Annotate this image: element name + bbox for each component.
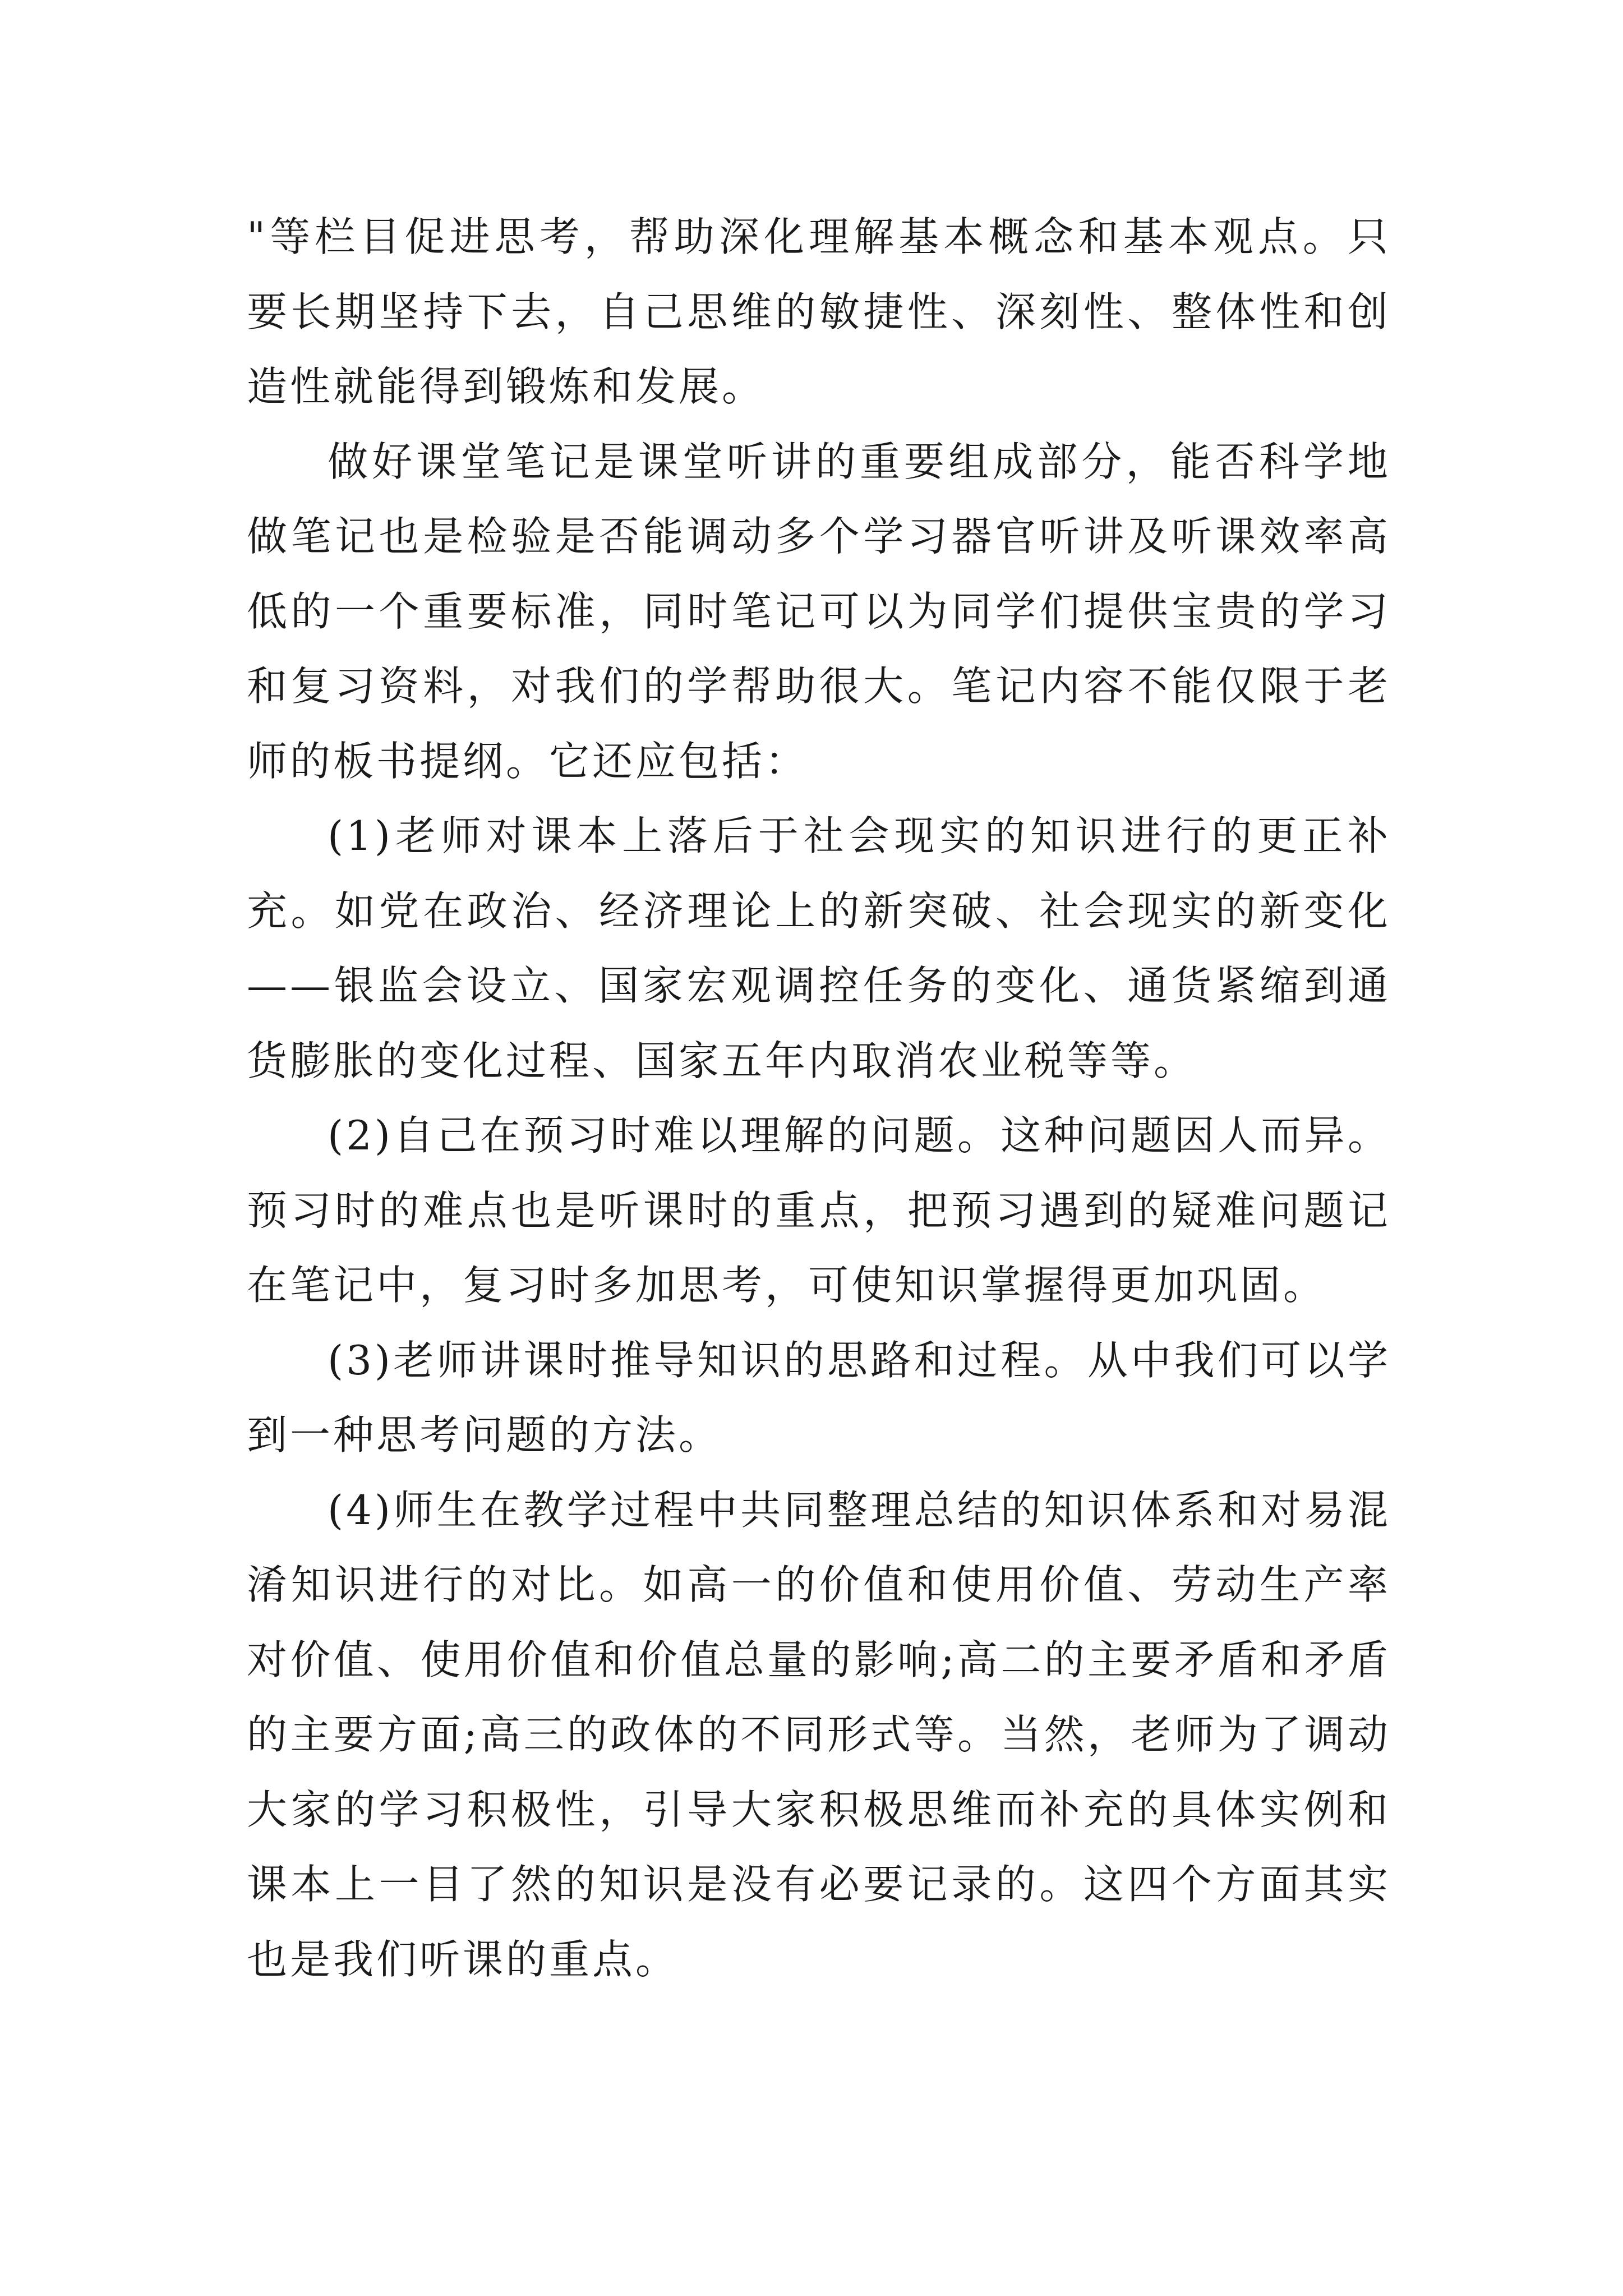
paragraph-item-4: (4)师生在教学过程中共同整理总结的知识体系和对易混淆知识进行的对比。如高一的价值和使用价值、劳动生产率对价值、使用价值和价值总量的影响;高二的主要矛盾和矛盾的主要方面;高三的政体的不同形式等。当然，老师为了调动大家的学习积极性，引导大家积极思维而补充的具体实例和课本上一目了然的知识是没有必要记录的。这四个方面其实也是我们听课的重点。 bbox=[247, 1486, 1391, 1983]
paragraph-item-3: (3)老师讲课时推导知识的思路和过程。从中我们可以学到一种思考问题的方法。 bbox=[247, 1336, 1391, 1458]
paragraph-item-2: (2)自己在预习时难以理解的问题。这种问题因人而异。预习时的难点也是听课时的重点，把预习遇到的疑难问题记在笔记中，复习时多加思考，可使知识掌握得更加巩固。 bbox=[247, 1112, 1391, 1309]
paragraph-class-notes-intro: 做好课堂笔记是课堂听讲的重要组成部分，能否科学地做笔记也是检验是否能调动多个学习器官听讲及听课效率高低的一个重要标准，同时笔记可以为同学们提供宝贵的学习和复习资料，对我们的学帮助很大。笔记内容不能仅限于老师的板书提纲。它还应包括： bbox=[247, 438, 1391, 785]
paragraph-continuation: "等栏目促进思考，帮助深化理解基本概念和基本观点。只要长期坚持下去，自己思维的敏捷性、深刻性、整体性和创造性就能得到锻炼和发展。 bbox=[247, 213, 1391, 410]
paragraph-item-1: (1)老师对课本上落后于社会现实的知识进行的更正补充。如党在政治、经济理论上的新突破、社会现实的新变化——银监会设立、国家宏观调控任务的变化、通货紧缩到通货膨胀的变化过程、国家五年内取消农业税等等。 bbox=[247, 812, 1391, 1084]
document-body bbox=[247, 200, 1391, 1997]
